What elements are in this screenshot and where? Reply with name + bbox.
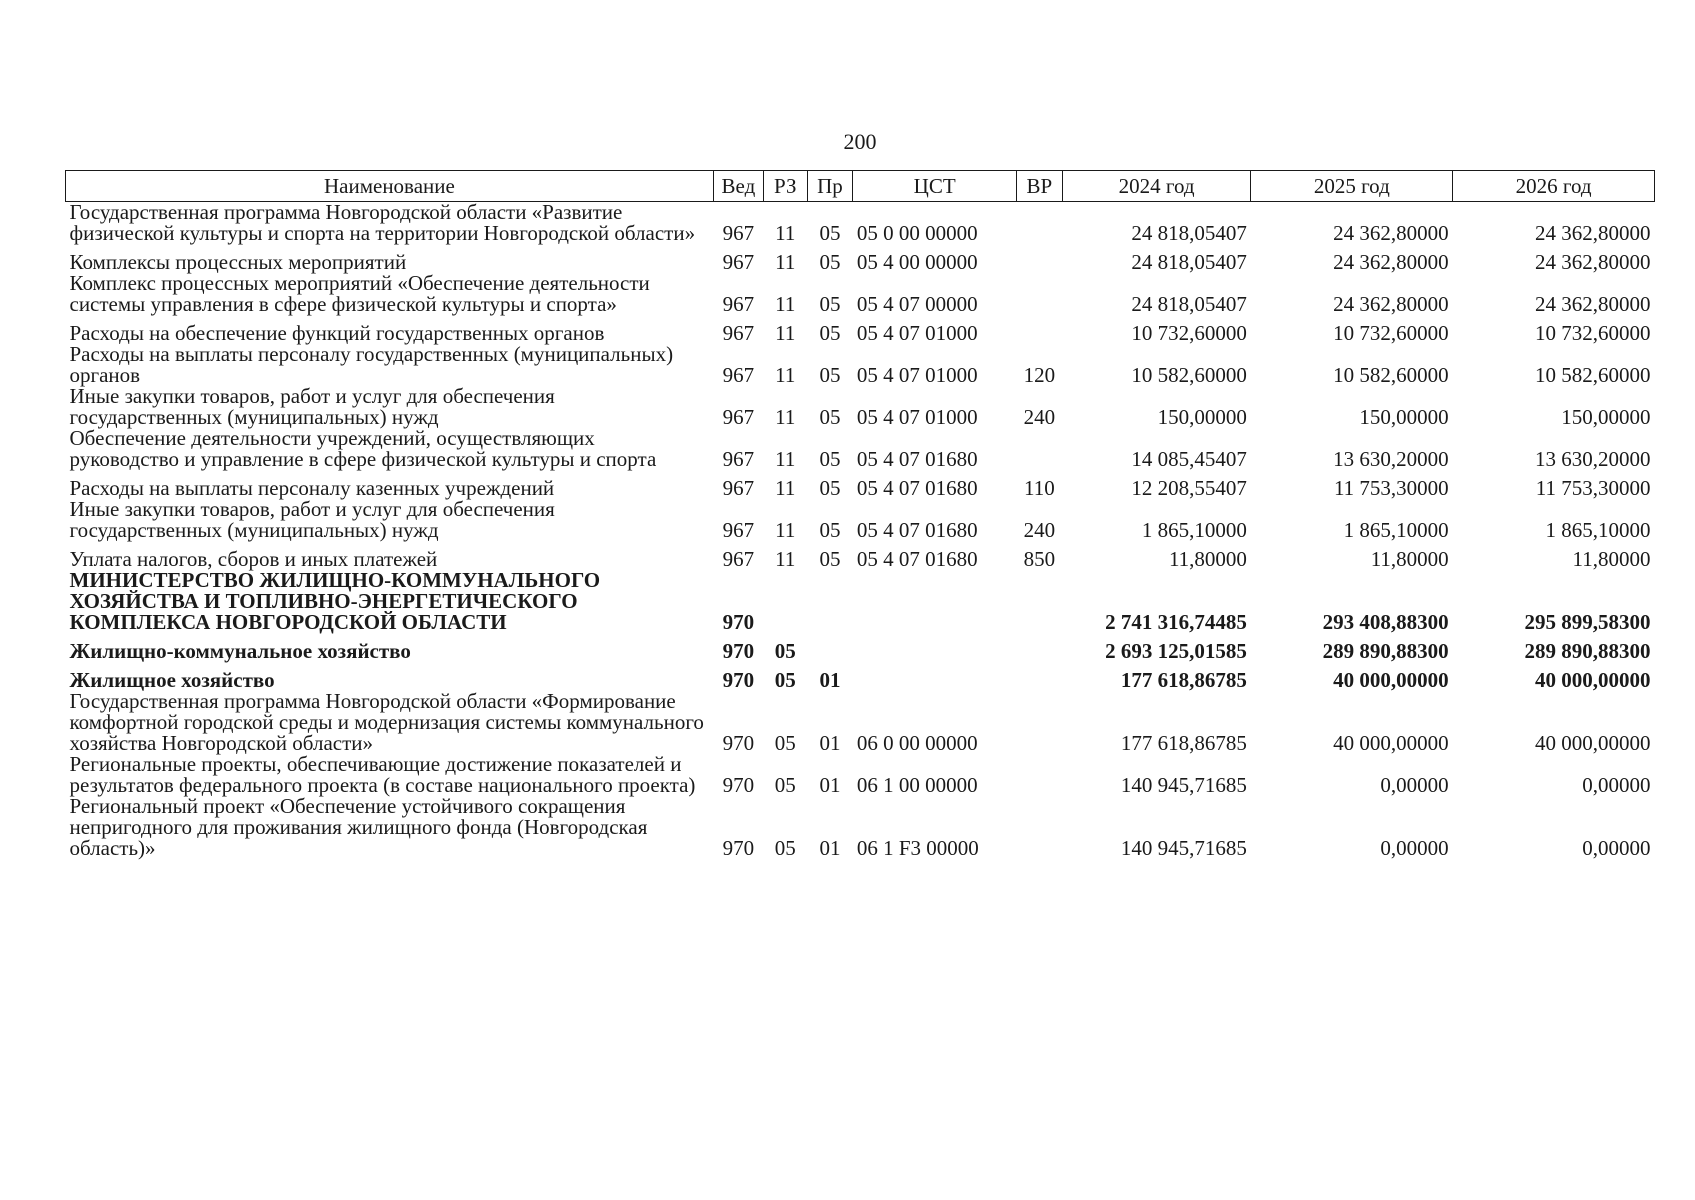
row-value-2026: 1 865,10000 xyxy=(1545,518,1651,542)
row-rz: 11 xyxy=(775,447,796,471)
row-value-2024: 1 865,10000 xyxy=(1141,518,1247,542)
row-value-2025: 13 630,20000 xyxy=(1333,447,1449,471)
row-pr: 05 xyxy=(819,250,841,274)
row-cst: 05 4 07 01000 xyxy=(856,321,978,345)
row-pr: 05 xyxy=(819,363,841,387)
row-ved: 967 xyxy=(722,547,755,571)
row-ved: 967 xyxy=(722,518,755,542)
header-2026: 2026 год xyxy=(1453,171,1655,202)
row-name: Региональные проекты, обеспечивающие достижение показателей и результатов федерального проекта (в составе национального проекта) xyxy=(69,752,696,797)
row-name: Расходы на обеспечение функций государственных органов xyxy=(69,321,605,345)
row-pr xyxy=(807,570,853,633)
table-header xyxy=(66,171,1655,202)
table-row xyxy=(66,386,1655,428)
row-pr: 01 xyxy=(819,668,841,692)
row-rz xyxy=(763,570,807,633)
budget-table xyxy=(65,170,1655,859)
row-ved: 967 xyxy=(722,363,755,387)
row-value-2025: 0,00000 xyxy=(1380,773,1449,797)
row-value-2025: 40 000,00000 xyxy=(1333,668,1449,692)
row-value-2025: 11 753,30000 xyxy=(1333,476,1449,500)
header-cst: ЦСТ xyxy=(853,171,1017,202)
row-name: МИНИСТЕРСТВО ЖИЛИЩНО-КОММУНАЛЬНОГО ХОЗЯЙСТВА И ТОПЛИВНО-ЭНЕРГЕТИЧЕСКОГО КОМПЛЕКСА НОВГОРОДСКОЙ ОБЛАСТИ xyxy=(69,568,601,634)
row-cst: 05 4 07 01000 xyxy=(856,405,978,429)
table-row xyxy=(66,244,1655,273)
row-value-2024: 11,80000 xyxy=(1168,547,1247,571)
row-rz: 11 xyxy=(775,476,796,500)
row-value-2026: 24 362,80000 xyxy=(1535,292,1651,316)
row-value-2025: 150,00000 xyxy=(1359,405,1449,429)
row-vr: 110 xyxy=(1023,476,1055,500)
row-value-2025: 24 362,80000 xyxy=(1333,292,1449,316)
row-cst xyxy=(853,633,1017,662)
row-rz: 05 xyxy=(774,773,796,797)
row-vr xyxy=(1016,315,1062,344)
row-pr: 01 xyxy=(819,836,841,860)
row-vr: 850 xyxy=(1023,547,1056,571)
row-vr xyxy=(1016,754,1062,796)
table-row xyxy=(66,662,1655,691)
row-value-2026: 289 890,88300 xyxy=(1524,639,1651,663)
table-row xyxy=(66,541,1655,570)
row-value-2026: 150,00000 xyxy=(1561,405,1651,429)
row-value-2025: 24 362,80000 xyxy=(1333,250,1449,274)
row-name: Расходы на выплаты персоналу казенных учреждений xyxy=(69,476,555,500)
row-value-2024: 140 945,71685 xyxy=(1120,836,1247,860)
row-value-2024: 2 741 316,74485 xyxy=(1105,610,1247,634)
row-value-2026: 11,80000 xyxy=(1572,547,1651,571)
row-pr: 05 xyxy=(819,476,841,500)
row-value-2026: 40 000,00000 xyxy=(1535,731,1651,755)
table-row xyxy=(66,754,1655,796)
row-ved: 967 xyxy=(722,476,755,500)
row-value-2024: 24 818,05407 xyxy=(1131,292,1247,316)
row-cst: 05 4 07 01680 xyxy=(856,476,978,500)
row-rz: 11 xyxy=(775,405,796,429)
row-vr xyxy=(1016,273,1062,315)
row-rz: 11 xyxy=(775,221,796,245)
row-value-2024: 177 618,86785 xyxy=(1120,731,1247,755)
row-value-2026: 0,00000 xyxy=(1582,773,1651,797)
row-name: Жилищное хозяйство xyxy=(69,668,275,692)
row-value-2024: 10 582,60000 xyxy=(1131,363,1247,387)
row-pr: 01 xyxy=(819,773,841,797)
row-rz: 11 xyxy=(775,292,796,316)
table-row xyxy=(66,344,1655,386)
row-rz: 05 xyxy=(774,668,796,692)
row-value-2024: 24 818,05407 xyxy=(1131,250,1247,274)
row-value-2024: 150,00000 xyxy=(1157,405,1247,429)
row-rz: 11 xyxy=(775,363,796,387)
table-row xyxy=(66,499,1655,541)
row-pr: 05 xyxy=(819,321,841,345)
row-name: Обеспечение деятельности учреждений, осуществляющих руководство и управление в сфере физической культуры и спорта xyxy=(69,426,657,471)
row-name: Уплата налогов, сборов и иных платежей xyxy=(69,547,438,571)
row-value-2024: 14 085,45407 xyxy=(1131,447,1247,471)
row-vr xyxy=(1016,428,1062,470)
table-row xyxy=(66,570,1655,633)
row-value-2025: 24 362,80000 xyxy=(1333,221,1449,245)
row-vr xyxy=(1016,570,1062,633)
header-pr: Пр xyxy=(807,171,853,202)
row-value-2026: 11 753,30000 xyxy=(1535,476,1651,500)
row-value-2024: 2 693 125,01585 xyxy=(1105,639,1247,663)
row-ved: 967 xyxy=(722,292,755,316)
row-vr xyxy=(1016,633,1062,662)
row-value-2024: 12 208,55407 xyxy=(1131,476,1247,500)
row-vr: 240 xyxy=(1023,405,1056,429)
row-name: Государственная программа Новгородской области «Развитие физической культуры и спорта на территории Новгородской области» xyxy=(69,200,696,245)
row-name: Государственная программа Новгородской области «Формирование комфортной городской среды и модернизация системы коммунального хозяйства Новгородской области» xyxy=(69,689,704,755)
row-cst: 05 0 00 00000 xyxy=(856,221,978,245)
row-value-2025: 40 000,00000 xyxy=(1333,731,1449,755)
table-row xyxy=(66,202,1655,245)
row-value-2025: 293 408,88300 xyxy=(1322,610,1449,634)
table-row xyxy=(66,470,1655,499)
row-ved: 970 xyxy=(722,610,755,634)
row-value-2024: 10 732,60000 xyxy=(1131,321,1247,345)
row-value-2024: 24 818,05407 xyxy=(1131,221,1247,245)
row-value-2026: 10 732,60000 xyxy=(1535,321,1651,345)
row-pr xyxy=(807,633,853,662)
row-value-2025: 0,00000 xyxy=(1380,836,1449,860)
row-ved: 970 xyxy=(722,773,755,797)
header-vr: ВР xyxy=(1016,171,1062,202)
row-rz: 11 xyxy=(775,321,796,345)
row-pr: 05 xyxy=(819,518,841,542)
row-ved: 967 xyxy=(722,221,755,245)
row-rz: 11 xyxy=(775,518,796,542)
table-row xyxy=(66,633,1655,662)
row-cst: 05 4 07 01680 xyxy=(856,447,978,471)
row-value-2025: 11,80000 xyxy=(1370,547,1449,571)
header-rz: РЗ xyxy=(763,171,807,202)
row-value-2025: 1 865,10000 xyxy=(1343,518,1449,542)
row-ved: 967 xyxy=(722,250,755,274)
row-ved: 967 xyxy=(722,405,755,429)
row-name: Расходы на выплаты персоналу государственных (муниципальных) органов xyxy=(69,342,674,387)
row-pr: 05 xyxy=(819,221,841,245)
header-ved: Вед xyxy=(713,171,763,202)
row-name: Жилищно-коммунальное хозяйство xyxy=(69,639,411,663)
header-2025: 2025 год xyxy=(1251,171,1453,202)
row-rz: 11 xyxy=(775,547,796,571)
table-row xyxy=(66,796,1655,859)
row-ved: 970 xyxy=(722,836,755,860)
row-value-2026: 10 582,60000 xyxy=(1535,363,1651,387)
row-value-2025: 10 732,60000 xyxy=(1333,321,1449,345)
row-value-2026: 0,00000 xyxy=(1582,836,1651,860)
row-vr xyxy=(1016,662,1062,691)
row-vr xyxy=(1016,691,1062,754)
row-name: Комплекс процессных мероприятий «Обеспечение деятельности системы управления в сфере физической культуры и спорта» xyxy=(69,271,650,316)
row-cst: 06 1 00 00000 xyxy=(856,773,978,797)
table-row xyxy=(66,428,1655,470)
page-number: 200 xyxy=(843,129,877,154)
row-value-2024: 140 945,71685 xyxy=(1120,773,1247,797)
row-ved: 970 xyxy=(722,639,755,663)
row-value-2026: 24 362,80000 xyxy=(1535,250,1651,274)
row-pr: 05 xyxy=(819,292,841,316)
row-vr xyxy=(1016,796,1062,859)
row-rz: 11 xyxy=(775,250,796,274)
row-vr xyxy=(1016,244,1062,273)
row-value-2026: 24 362,80000 xyxy=(1535,221,1651,245)
header-name: Наименование xyxy=(66,171,714,202)
row-cst: 06 1 F3 00000 xyxy=(856,836,979,860)
row-cst: 05 4 07 01680 xyxy=(856,547,978,571)
row-ved: 967 xyxy=(722,321,755,345)
row-cst: 05 4 07 00000 xyxy=(856,292,978,316)
row-value-2024: 177 618,86785 xyxy=(1120,668,1247,692)
row-cst xyxy=(853,570,1017,633)
row-vr xyxy=(1016,202,1062,245)
row-rz: 05 xyxy=(774,731,796,755)
table-row xyxy=(66,273,1655,315)
row-value-2025: 10 582,60000 xyxy=(1333,363,1449,387)
row-name: Региональный проект «Обеспечение устойчивого сокращения непригодного для проживания жилищного фонда (Новгородская область)» xyxy=(69,794,648,860)
row-rz: 05 xyxy=(774,639,796,663)
row-value-2026: 40 000,00000 xyxy=(1535,668,1651,692)
row-vr: 120 xyxy=(1023,363,1056,387)
row-cst xyxy=(853,662,1017,691)
row-rz: 05 xyxy=(774,836,796,860)
row-pr: 05 xyxy=(819,447,841,471)
row-pr: 05 xyxy=(819,547,841,571)
row-ved: 967 xyxy=(722,447,755,471)
table-body xyxy=(66,202,1655,860)
row-value-2026: 13 630,20000 xyxy=(1535,447,1651,471)
row-ved: 970 xyxy=(722,668,755,692)
row-vr: 240 xyxy=(1023,518,1056,542)
row-cst: 05 4 07 01000 xyxy=(856,363,978,387)
row-cst: 06 0 00 00000 xyxy=(856,731,978,755)
row-value-2025: 289 890,88300 xyxy=(1322,639,1449,663)
row-name: Иные закупки товаров, работ и услуг для обеспечения государственных (муниципальных) нужд xyxy=(69,384,555,429)
row-name: Комплексы процессных мероприятий xyxy=(69,250,407,274)
header-2024: 2024 год xyxy=(1062,171,1251,202)
table-row xyxy=(66,315,1655,344)
row-cst: 05 4 07 01680 xyxy=(856,518,978,542)
row-cst: 05 4 00 00000 xyxy=(856,250,978,274)
row-pr: 05 xyxy=(819,405,841,429)
row-name: Иные закупки товаров, работ и услуг для обеспечения государственных (муниципальных) нужд xyxy=(69,497,555,542)
row-pr: 01 xyxy=(819,731,841,755)
row-value-2026: 295 899,58300 xyxy=(1524,610,1651,634)
table-row xyxy=(66,691,1655,754)
row-ved: 970 xyxy=(722,731,755,755)
